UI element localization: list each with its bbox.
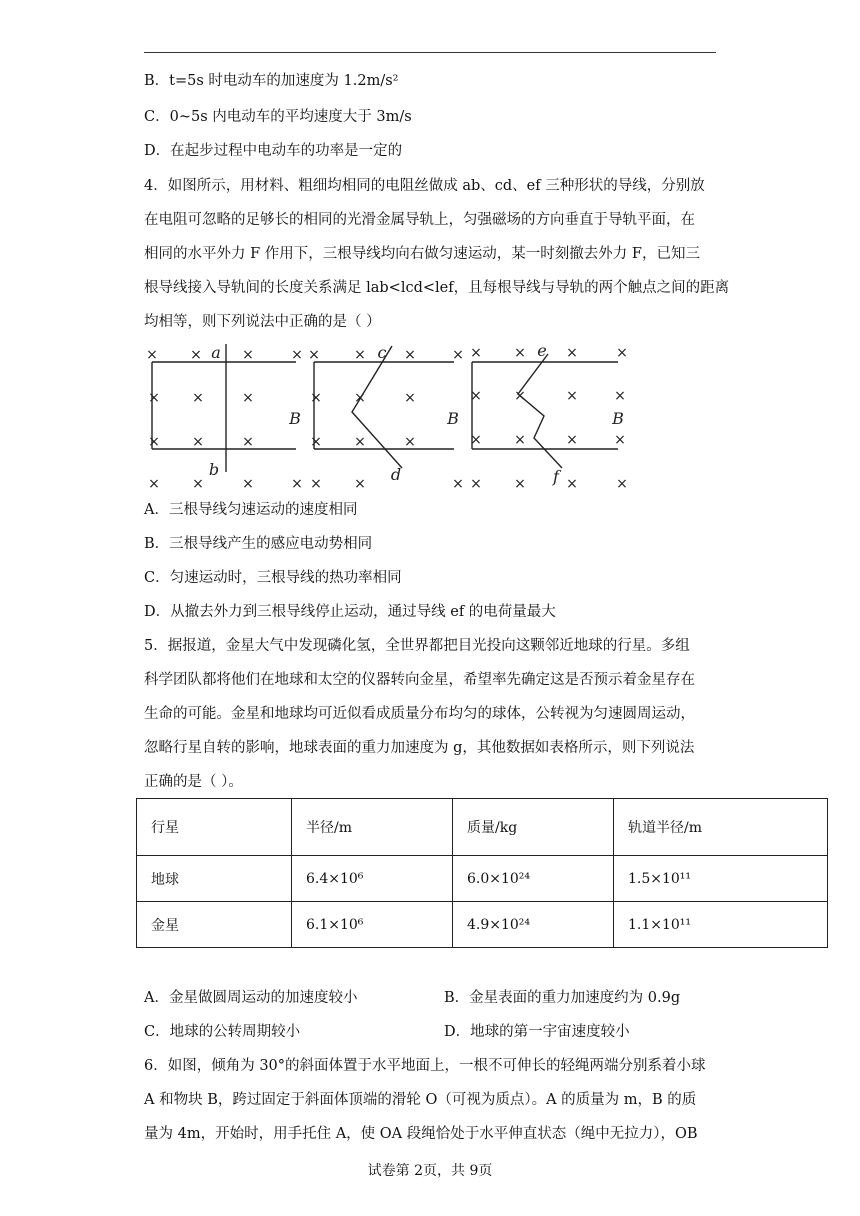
table-header: 行星 <box>137 799 292 856</box>
q5-line-4: 忽略行星自转的影响，地球表面的重力加速度为 g，其他数据如表格所示，则下列说法 <box>144 740 695 756</box>
svg-text:×: × <box>192 390 204 406</box>
q4-option-b: B．三根导线产生的感应电动势相同 <box>144 536 373 552</box>
svg-text:×: × <box>291 347 303 363</box>
svg-text:×: × <box>192 476 204 492</box>
table-header: 轨道半径/m <box>614 799 828 856</box>
svg-text:×: × <box>566 345 578 361</box>
table-row <box>137 902 828 948</box>
svg-text:×: × <box>192 434 204 450</box>
table-header-row <box>137 799 828 856</box>
q4-line-4: 根导线接入导轨间的长度关系满足 lab<lcd<lef，且每根导线与导轨的两个触点之间的距离 <box>144 280 730 296</box>
svg-text:×: × <box>470 476 482 492</box>
q4-option-d: D．从撤去外力到三根导线停止运动，通过导线 ef 的电荷量最大 <box>144 604 556 620</box>
q4-option-c: C．匀速运动时，三根导线的热功率相同 <box>144 570 402 586</box>
svg-text:×: × <box>616 345 628 361</box>
svg-text:×: × <box>404 347 416 363</box>
q6-line-3: 量为 4m，开始时，用手托住 A，使 OA 段绳恰处于水平伸直状态（绳中无拉力），OB <box>144 1126 698 1142</box>
rails-figure <box>144 340 634 495</box>
svg-text:×: × <box>566 476 578 492</box>
table-header: 质量/kg <box>453 799 614 856</box>
q4-line-2: 在电阻可忽略的足够长的相同的光滑金属导轨上，匀强磁场的方向垂直于导轨平面，在 <box>144 212 695 228</box>
label-a: a <box>211 343 221 362</box>
label-e: e <box>537 341 547 360</box>
label-d: d <box>390 465 402 484</box>
label-c: c <box>377 343 387 362</box>
svg-text:×: × <box>514 476 526 492</box>
svg-text:×: × <box>514 345 526 361</box>
table-row <box>137 856 828 902</box>
svg-text:×: × <box>514 388 526 404</box>
table-cell: 1.5×10¹¹ <box>614 856 828 902</box>
q4-line-1: 4．如图所示，用材料、粗细均相同的电阻丝做成 ab、cd、ef 三种形状的导线，分别放 <box>144 178 705 194</box>
table-cell: 6.4×10⁶ <box>292 856 453 902</box>
svg-text:×: × <box>566 432 578 448</box>
svg-text:×: × <box>310 434 322 450</box>
label-B1: B <box>289 409 301 428</box>
svg-text:×: × <box>566 388 578 404</box>
svg-text:×: × <box>354 476 366 492</box>
table-header: 半径/m <box>292 799 453 856</box>
header-rule <box>144 52 716 53</box>
svg-text:×: × <box>614 388 626 404</box>
svg-text:×: × <box>616 476 628 492</box>
svg-text:×: × <box>190 347 202 363</box>
label-B3: B <box>612 409 624 428</box>
svg-text:×: × <box>148 476 160 492</box>
table-cell: 金星 <box>137 902 292 948</box>
q6-line-2: A 和物块 B，跨过固定于斜面体顶端的滑轮 O（可视为质点）。A 的质量为 m，B 的质 <box>144 1092 697 1108</box>
svg-text:×: × <box>148 434 160 450</box>
svg-text:×: × <box>452 347 464 363</box>
option-c-top: C．0~5s 内电动车的平均速度大于 3m/s <box>144 109 412 125</box>
svg-text:×: × <box>310 476 322 492</box>
q5-option-d: D．地球的第一宇宙速度较小 <box>444 1024 630 1040</box>
q5-line-3: 生命的可能。金星和地球均可近似看成质量分布均匀的球体，公转视为匀速圆周运动， <box>144 706 695 722</box>
planet-table <box>136 798 828 948</box>
svg-text:×: × <box>310 390 322 406</box>
svg-text:×: × <box>404 390 416 406</box>
label-b: b <box>208 460 220 479</box>
option-d-top: D．在起步过程中电动车的功率是一定的 <box>144 143 403 159</box>
q5-line-1: 5．据报道，金星大气中发现磷化氢，全世界都把目光投向这颗邻近地球的行星。多组 <box>144 638 690 654</box>
svg-text:×: × <box>354 390 366 406</box>
label-B2: B <box>447 409 459 428</box>
page-footer: 试卷第 2页，共 9页 <box>367 1163 493 1179</box>
q4-option-a: A．三根导线匀速运动的速度相同 <box>144 502 358 518</box>
svg-text:×: × <box>614 432 626 448</box>
svg-text:×: × <box>514 432 526 448</box>
svg-text:×: × <box>242 434 254 450</box>
q5-option-a: A．金星做圆周运动的加速度较小 <box>144 990 358 1006</box>
svg-text:×: × <box>291 476 303 492</box>
table-cell: 6.1×10⁶ <box>292 902 453 948</box>
table-cell: 地球 <box>137 856 292 902</box>
q4-line-5: 均相等，则下列说法中正确的是（ ） <box>144 314 381 330</box>
table-cell: 1.1×10¹¹ <box>614 902 828 948</box>
wire-ef <box>518 354 562 468</box>
svg-text:×: × <box>452 476 464 492</box>
svg-text:×: × <box>146 347 158 363</box>
label-f: f <box>553 467 559 486</box>
svg-text:×: × <box>470 388 482 404</box>
q5-option-b: B．金星表面的重力加速度约为 0.9g <box>444 990 681 1006</box>
q5-line-2: 科学团队都将他们在地球和太空的仪器转向金星，希望率先确定这是否预示着金星存在 <box>144 672 695 688</box>
table-cell: 4.9×10²⁴ <box>453 902 614 948</box>
svg-text:×: × <box>308 347 320 363</box>
svg-text:×: × <box>470 432 482 448</box>
table-cell: 6.0×10²⁴ <box>453 856 614 902</box>
svg-text:×: × <box>354 434 366 450</box>
option-b-top: B．t=5s 时电动车的加速度为 1.2m/s² <box>144 73 399 89</box>
q5-line-5: 正确的是（ ）。 <box>144 774 243 790</box>
q4-line-3: 相同的水平外力 F 作用下，三根导线均向右做匀速运动，某一时刻撤去外力 F，已知三 <box>144 246 700 262</box>
svg-text:×: × <box>470 345 482 361</box>
svg-text:×: × <box>242 390 254 406</box>
q6-line-1: 6．如图，倾角为 30°的斜面体置于水平地面上，一根不可伸长的轻绳两端分别系着小球 <box>144 1058 706 1074</box>
svg-text:×: × <box>148 390 160 406</box>
svg-text:×: × <box>242 476 254 492</box>
svg-text:×: × <box>242 347 254 363</box>
q5-option-c: C．地球的公转周期较小 <box>144 1024 301 1040</box>
svg-text:×: × <box>354 347 366 363</box>
svg-text:×: × <box>404 434 416 450</box>
